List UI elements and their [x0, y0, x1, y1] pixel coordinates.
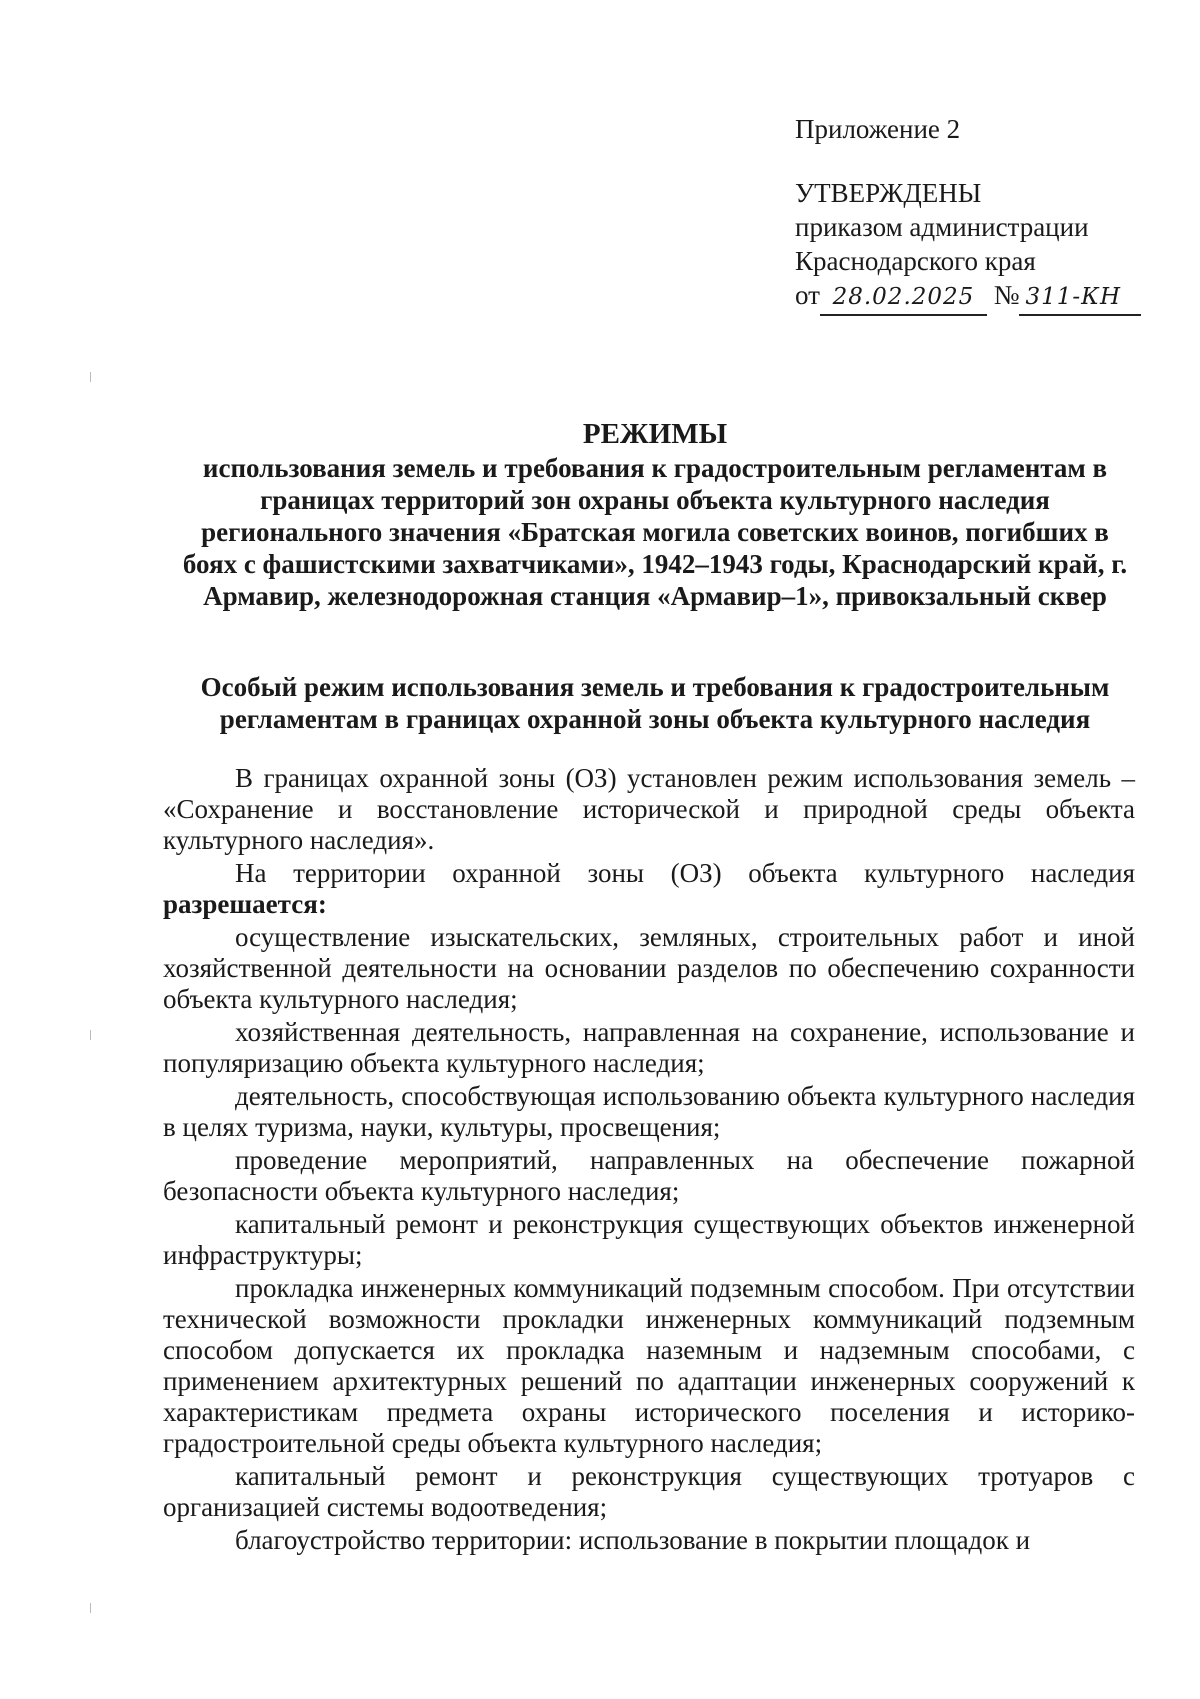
approval-line-2: Краснодарского края [795, 246, 1036, 276]
annex-label: Приложение 2 [795, 114, 961, 144]
list-item: капитальный ремонт и реконструкция существующих объектов инженерной инфраструктуры; [163, 1209, 1135, 1270]
paragraph [163, 858, 1135, 920]
document-title [175, 418, 1135, 612]
scan-mark [90, 1030, 91, 1040]
approval-date-number [795, 278, 1141, 316]
paragraph: В границах охранной зоны (ОЗ) установлен режим использования земель – «Сохранение и восстановление исторической и природной среды объекта культурного наследия». [163, 763, 1135, 855]
list-item: прокладка инженерных коммуникаций подземным способом. При отсутствии технической возможности прокладки инженерных коммуникаций подземным способом допускается их прокладка наземным и надземным способами, с применением архитектурных решений по адаптации инженерных сооружений к характеристикам предмета охраны исторического поселения и историко-градостроительной среды объекта культурного наследия; [163, 1273, 1135, 1458]
handwritten-number: 311-КН [1019, 280, 1141, 316]
approval-block [795, 112, 1141, 316]
list-item: деятельность, способствующая использованию объекта культурного наследия в целях туризма, науки, культуры, просвещения; [163, 1081, 1135, 1142]
scan-mark [90, 1603, 91, 1613]
approval-line-1: приказом администрации [795, 212, 1089, 242]
approved-label: УТВЕРЖДЕНЫ [795, 178, 982, 208]
title-text: использования земель и требования к градостроительным регламентам в границах территорий зон охраны объекта культурного наследия регионального значения «Братская могила советских воинов, погибших в боях с фашистскими захватчиками», 1942–1943 годы, Краснодарский край, г. Армавир, железнодорожная станция «Армавир–1», привокзальный сквер [182, 453, 1128, 611]
list-item: капитальный ремонт и реконструкция существующих тротуаров с организацией системы водоотведения; [163, 1461, 1135, 1522]
document-body [163, 763, 1135, 1556]
list-item: осуществление изыскательских, земляных, строительных работ и иной хозяйственной деятельности на основании разделов по обеспечению сохранности объекта культурного наследия; [163, 922, 1135, 1014]
list-item: благоустройство территории: использование в покрытии площадок и [235, 1525, 1031, 1555]
handwritten-date: 28.02.2025 [820, 280, 987, 316]
date-prefix: от [795, 280, 820, 310]
list-item: проведение мероприятий, направленных на обеспечение пожарной безопасности объекта культурного наследия; [163, 1145, 1135, 1206]
scan-mark [90, 372, 91, 382]
list-item: хозяйственная деятельность, направленная на сохранение, использование и популяризацию объекта культурного наследия; [163, 1017, 1135, 1078]
paragraph-text: На территории охранной зоны (ОЗ) объекта культурного наследия [235, 858, 1135, 888]
title-main: РЕЖИМЫ [582, 418, 728, 450]
section-subtitle: Особый режим использования земель и требования к градостроительным регламентам в границах охранной зоны объекта культурного наследия [200, 672, 1110, 734]
number-prefix: № [993, 280, 1020, 310]
paragraph-bold: разрешается: [163, 889, 327, 919]
